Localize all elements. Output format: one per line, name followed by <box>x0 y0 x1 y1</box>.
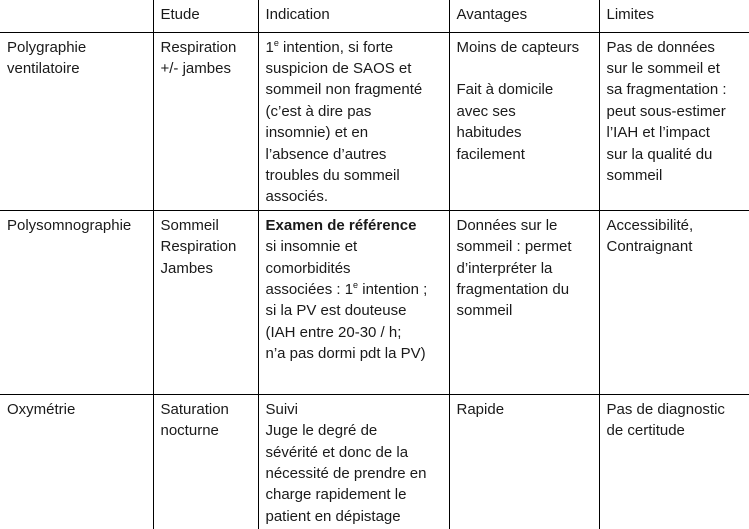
limites-line: sur la qualité du <box>606 145 713 163</box>
avantages-cell <box>449 394 599 529</box>
table-row <box>0 32 749 210</box>
header-cell-indication: Indication <box>258 0 449 32</box>
limites-cell <box>599 394 749 529</box>
etude-line: Respiration <box>160 238 237 256</box>
indication-line: charge rapidement le <box>265 486 407 504</box>
indication-line: patient en dépistage <box>265 507 401 525</box>
limites-line: Contraignant <box>606 238 693 256</box>
indication-line: troubles du sommeil <box>265 166 400 184</box>
etude-line: +/- jambes <box>160 59 231 77</box>
avantages-line: Données sur le <box>456 216 558 234</box>
row-label-cell <box>0 394 153 529</box>
etude-cell <box>153 210 258 394</box>
avantages-cell <box>449 32 599 210</box>
avantages-line: habitudes <box>456 124 522 142</box>
avantages-line: sommeil : permet <box>456 238 572 256</box>
etude-line: Jambes <box>160 259 214 277</box>
header-cell-empty <box>0 0 153 32</box>
table-row <box>0 394 749 529</box>
avantages-line: fragmentation du <box>456 280 570 298</box>
row-label-line: Polysomnographie <box>7 216 132 234</box>
limites-line: sommeil <box>606 166 663 184</box>
avantages-line: Fait à domicile <box>456 81 554 99</box>
etude-cell <box>153 32 258 210</box>
indication-cell <box>258 394 449 529</box>
indication-line: n’a pas dormi pdt la PV) <box>265 345 426 363</box>
indication-line: Suivi <box>265 400 299 418</box>
limites-line: Accessibilité, <box>606 216 694 234</box>
limites-line: Pas de diagnostic <box>606 400 725 418</box>
etude-line: Saturation <box>160 400 229 418</box>
indication-line: si la PV est douteuse <box>265 302 407 320</box>
indication-line: sommeil non fragmenté <box>265 81 423 99</box>
indication-bold-line: Examen de référence <box>265 216 417 234</box>
limites-line: sa fragmentation : <box>606 81 727 99</box>
avantages-cell <box>449 210 599 394</box>
indication-line: insomnie) et en <box>265 124 369 142</box>
header-cell-etude: Etude <box>153 0 258 32</box>
row-label-line: ventilatoire <box>7 59 80 77</box>
indication-line: si insomnie et <box>265 238 358 256</box>
row-label-cell <box>0 210 153 394</box>
indication-line: l’absence d’autres <box>265 145 387 163</box>
limites-line: peut sous-estimer <box>606 102 726 120</box>
indication-line: (IAH entre 20-30 / h; <box>265 323 402 341</box>
indication-line: nécessité de prendre en <box>265 464 427 482</box>
etude-cell <box>153 394 258 529</box>
limites-line: de certitude <box>606 422 685 440</box>
avantages-line: Moins de capteurs <box>456 38 580 56</box>
indication-line: sévérité et donc de la <box>265 443 409 461</box>
header-cell-limites: Limites <box>599 0 749 32</box>
table-row <box>0 210 749 394</box>
row-label-line: Oxymétrie <box>7 400 76 418</box>
indication-line: (c’est à dire pas <box>265 102 372 120</box>
indication-line: Juge le degré de <box>265 422 378 440</box>
indication-line: 1e intention, si forte <box>265 37 394 56</box>
etude-line: Sommeil <box>160 216 219 234</box>
superscript: e <box>353 279 359 290</box>
blank-line <box>457 58 593 79</box>
row-label-cell <box>0 32 153 210</box>
etude-line: nocturne <box>160 422 219 440</box>
avantages-line: avec ses <box>456 102 516 120</box>
limites-cell <box>599 210 749 394</box>
limites-line: l’IAH et l’impact <box>606 124 710 142</box>
superscript: e <box>273 37 279 48</box>
indication-line: associés. <box>265 188 329 206</box>
avantages-line: Rapide <box>456 400 505 418</box>
indication-line: associées : 1e intention ; <box>265 279 428 298</box>
etude-line: Respiration <box>160 38 237 56</box>
avantages-line: d’interpréter la <box>456 259 553 277</box>
indication-cell <box>258 210 449 394</box>
row-label-line: Polygraphie <box>7 38 87 56</box>
limites-line: sur le sommeil et <box>606 59 720 77</box>
header-cell-avantages: Avantages <box>449 0 599 32</box>
limites-cell <box>599 32 749 210</box>
indication-line: suspicion de SAOS et <box>265 59 412 77</box>
avantages-line: sommeil <box>456 302 513 320</box>
indication-cell <box>258 32 449 210</box>
indication-line: comorbidités <box>265 259 351 277</box>
limites-line: Pas de données <box>606 38 715 56</box>
header-row <box>0 0 749 32</box>
avantages-line: facilement <box>456 145 525 163</box>
